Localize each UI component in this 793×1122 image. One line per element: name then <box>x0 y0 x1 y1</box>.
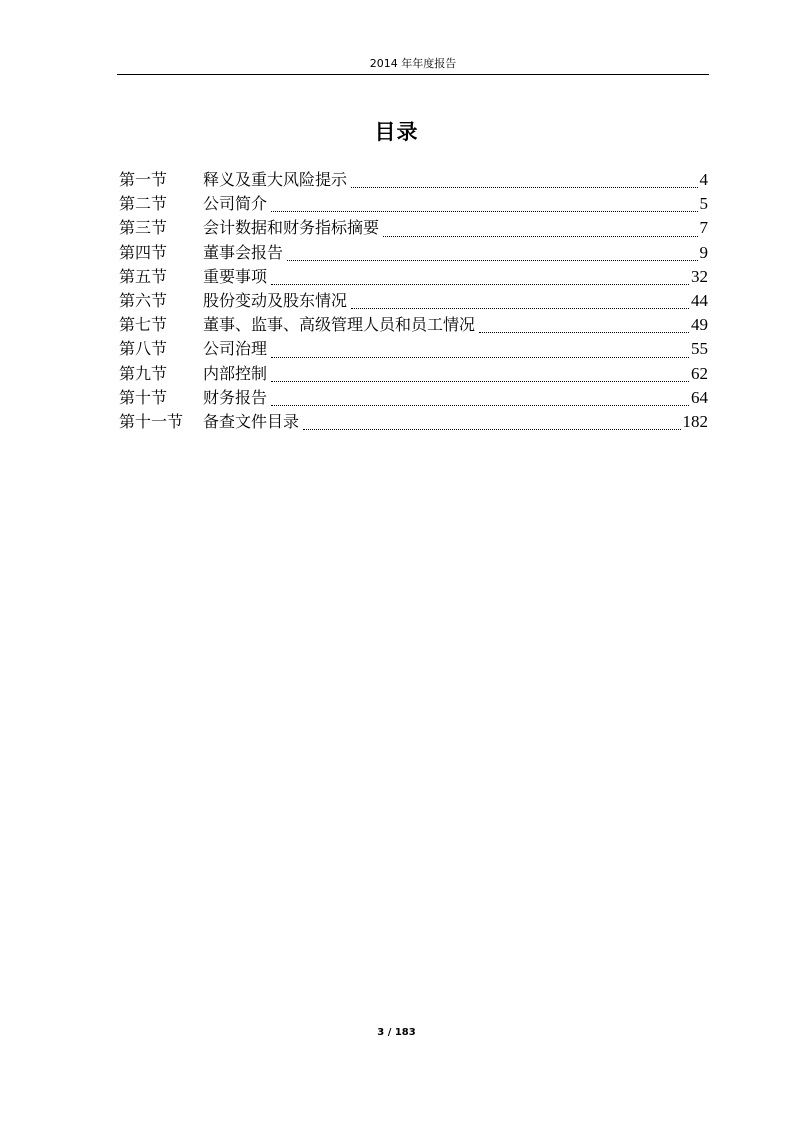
toc-section-title: 公司治理 <box>203 339 268 359</box>
page-number-indicator: 3 / 183 <box>377 1027 416 1038</box>
toc-page-number: 62 <box>691 363 708 383</box>
table-of-contents <box>119 168 708 434</box>
toc-section-title: 股份变动及股东情况 <box>203 290 348 310</box>
toc-entry[interactable] <box>119 289 708 313</box>
toc-section-title: 财务报告 <box>203 387 268 407</box>
running-header <box>117 56 709 75</box>
toc-section-title: 释义及重大风险提示 <box>203 170 348 189</box>
page-footer <box>0 1027 793 1038</box>
toc-section-title: 董事会报告 <box>203 242 284 262</box>
toc-section-number: 第四节 <box>119 242 168 262</box>
toc-section-title: 备查文件目录 <box>203 411 300 431</box>
toc-page-number: 9 <box>699 242 708 262</box>
toc-dot-leader <box>479 332 689 333</box>
toc-dot-leader <box>351 187 697 188</box>
toc-dot-leader <box>271 211 697 212</box>
toc-entry[interactable] <box>119 265 708 289</box>
toc-entry[interactable] <box>119 216 708 240</box>
toc-dot-leader <box>351 308 689 309</box>
toc-section-number: 第二节 <box>119 194 168 214</box>
toc-dot-leader <box>271 405 689 406</box>
toc-section-number: 第九节 <box>119 363 168 383</box>
toc-entry[interactable] <box>119 313 708 337</box>
toc-dot-leader <box>303 429 680 430</box>
toc-entry[interactable] <box>119 386 708 410</box>
toc-section-number: 第三节 <box>119 218 168 238</box>
toc-entry[interactable] <box>119 337 708 361</box>
toc-page-number: 49 <box>691 315 708 335</box>
toc-dot-leader <box>271 357 689 358</box>
toc-page-number: 44 <box>691 290 708 310</box>
toc-entry[interactable] <box>119 168 708 192</box>
toc-section-number: 第七节 <box>119 315 168 335</box>
toc-page-number: 5 <box>699 194 708 214</box>
toc-page-number: 7 <box>699 218 708 238</box>
page-title: 目录 <box>374 120 419 144</box>
toc-section-number: 第一节 <box>119 170 168 189</box>
toc-page-number: 32 <box>691 266 708 286</box>
toc-page-number: 182 <box>682 411 708 431</box>
toc-entry[interactable] <box>119 192 708 216</box>
toc-page-number: 4 <box>699 170 708 189</box>
toc-section-number: 第八节 <box>119 339 168 359</box>
toc-page-number: 55 <box>691 339 708 359</box>
header-text: 2014 年年度报告 <box>369 57 457 70</box>
toc-dot-leader <box>271 381 689 382</box>
toc-entry[interactable] <box>119 410 708 434</box>
toc-section-number: 第六节 <box>119 290 168 310</box>
toc-section-number: 第十节 <box>119 387 168 407</box>
toc-dot-leader <box>383 236 697 237</box>
toc-section-title: 公司简介 <box>203 194 268 214</box>
toc-entry[interactable] <box>119 362 708 386</box>
toc-page-number: 64 <box>691 387 708 407</box>
toc-section-title: 会计数据和财务指标摘要 <box>203 218 380 238</box>
toc-section-title: 董事、监事、高级管理人员和员工情况 <box>203 315 476 335</box>
toc-section-number: 第五节 <box>119 266 168 286</box>
toc-section-title: 重要事项 <box>203 266 268 286</box>
toc-dot-leader <box>287 260 697 261</box>
toc-dot-leader <box>271 284 689 285</box>
toc-section-title: 内部控制 <box>203 363 268 383</box>
toc-entry[interactable] <box>119 241 708 265</box>
toc-section-number: 第十一节 <box>119 411 184 431</box>
